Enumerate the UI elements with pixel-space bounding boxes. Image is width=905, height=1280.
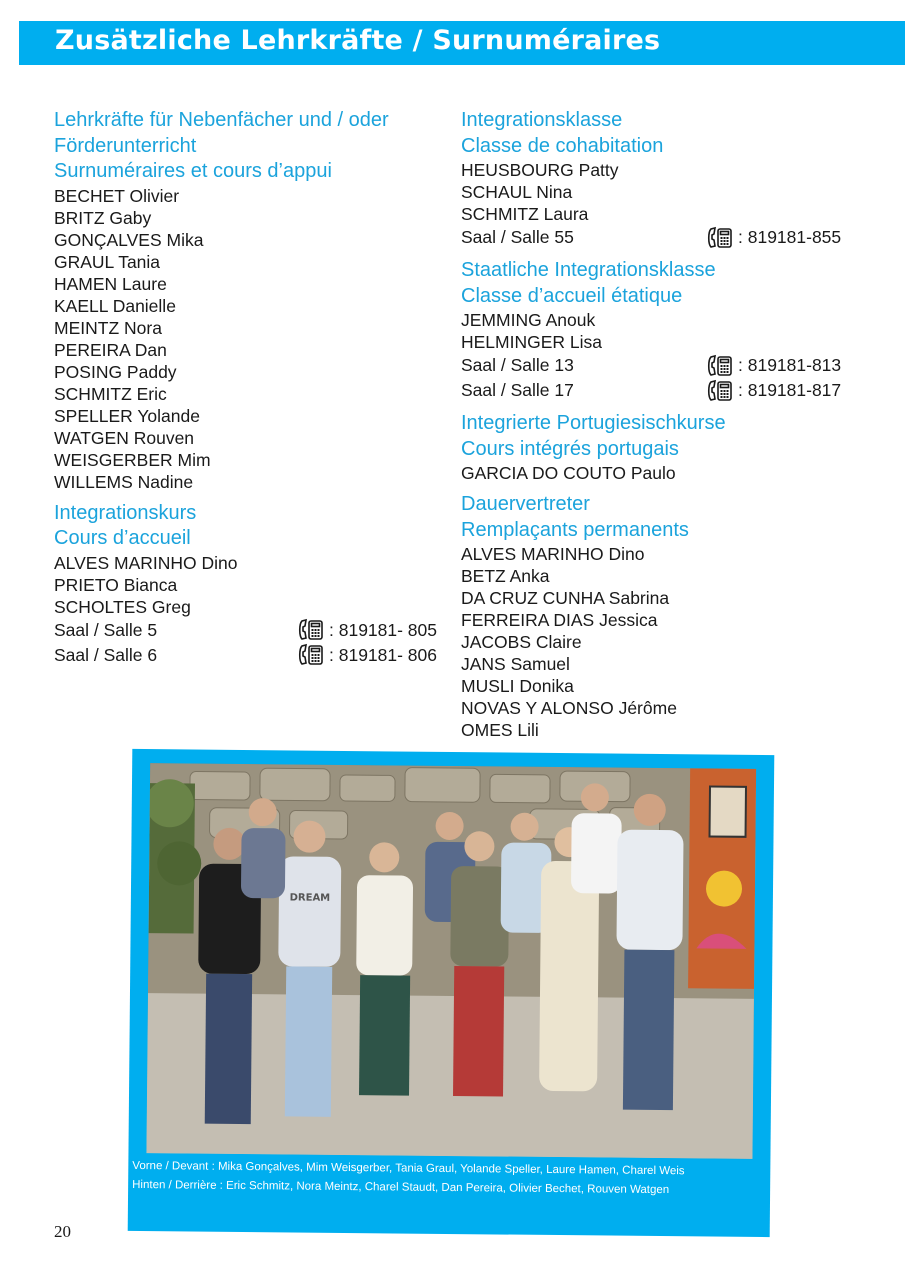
phone-entry	[298, 618, 437, 643]
section-heading: Classe de cohabitation	[461, 134, 664, 157]
phone-number: : 819181- 806	[329, 644, 438, 665]
phone-entry	[707, 225, 841, 250]
section-heading: Integrationsklasse	[461, 109, 623, 131]
staff-name: GRAUL Tania	[54, 251, 161, 272]
room-row	[461, 353, 851, 378]
phone-entry	[707, 353, 841, 378]
phone-entry	[707, 378, 841, 403]
section-portugiesisch	[461, 411, 851, 484]
staff-name: NOVAS Y ALONSO Jérôme	[461, 698, 677, 718]
staff-name: SCHAUL Nina	[461, 182, 573, 202]
section-dauervertreter	[461, 492, 851, 741]
staff-name: HELMINGER Lisa	[461, 332, 603, 352]
section-nebenfaecher	[54, 108, 444, 493]
room-label: Saal / Salle 6	[54, 644, 158, 665]
staff-name: HAMEN Laure	[54, 273, 167, 294]
phone-number: : 819181- 805	[329, 619, 438, 640]
caption-front: Vorne / Devant : Mika Gonçalves, Mim Weisgerber, Tania Graul, Yolande Speller, Laure Hamen, Charel Weis	[132, 1159, 685, 1178]
phone-icon	[298, 618, 328, 642]
staff-name: SCHOLTES Greg	[54, 596, 191, 617]
staff-name: FERREIRA DIAS Jessica	[461, 610, 658, 630]
section-heading: Cours d’accueil	[54, 527, 191, 549]
section-heading: Classe d’accueil étatique	[461, 284, 683, 307]
room-label: Saal / Salle 5	[54, 619, 158, 640]
staff-name: MEINTZ Nora	[54, 317, 162, 338]
page-title: Zusätzliche Lehrkräfte / Surnuméraires	[55, 25, 661, 56]
section-heading: Dauervertreter	[461, 493, 590, 515]
header-banner	[19, 21, 905, 65]
staff-name: JACOBS Claire	[461, 632, 582, 652]
staff-name: OMES Lili	[461, 720, 539, 740]
staff-name: POSING Paddy	[54, 361, 177, 382]
room-row	[461, 378, 851, 403]
phone-icon	[707, 354, 737, 378]
phone-icon	[298, 643, 328, 667]
staff-name: JANS Samuel	[461, 654, 570, 674]
staff-name: GARCIA DO COUTO Paulo	[461, 463, 676, 483]
room-label: Saal / Salle 17	[461, 380, 574, 400]
staff-name: WEISGERBER Mim	[54, 449, 211, 470]
staff-name: BECHET Olivier	[54, 185, 180, 206]
phone-number: : 819181-813	[738, 355, 842, 375]
section-heading: Förderunterricht	[54, 134, 197, 157]
right-column	[461, 108, 851, 749]
section-heading: Surnuméraires et cours d’appui	[54, 160, 332, 182]
staff-name: ALVES MARINHO Dino	[54, 552, 238, 573]
photo-caption	[132, 1159, 762, 1203]
section-staatliche	[461, 258, 851, 403]
shirt-text: DREAM	[289, 892, 331, 904]
staff-name: PRIETO Bianca	[54, 574, 178, 595]
section-heading: Lehrkräfte für Nebenfächer und / oder	[54, 109, 389, 131]
staff-name: JEMMING Anouk	[461, 310, 596, 330]
phone-number: : 819181-817	[738, 380, 842, 400]
section-integrationsklasse	[461, 108, 851, 250]
page-number: 20	[54, 1222, 71, 1241]
team-photo	[146, 763, 756, 1159]
caption-back: Hinten / Derrière : Eric Schmitz, Nora Meintz, Charel Staudt, Dan Pereira, Olivier Bechet, Rouven Watgen	[132, 1178, 670, 1197]
phone-icon	[707, 226, 737, 250]
room-row	[54, 618, 444, 643]
staff-name: DA CRUZ CUNHA Sabrina	[461, 588, 670, 608]
room-label: Saal / Salle 55	[461, 227, 574, 247]
staff-name: WILLEMS Nadine	[54, 471, 194, 492]
room-row	[461, 225, 851, 250]
staff-name: BETZ Anka	[461, 566, 550, 586]
staff-name: MUSLI Donika	[461, 676, 574, 696]
staff-name: HEUSBOURG Patty	[461, 160, 619, 180]
phone-number: : 819181-855	[738, 227, 842, 247]
section-heading: Staatliche Integrationsklasse	[461, 259, 716, 281]
team-photo-card	[128, 749, 775, 1237]
staff-name: GONÇALVES Mika	[54, 229, 204, 250]
room-label: Saal / Salle 13	[461, 355, 574, 375]
room-row	[54, 643, 444, 668]
staff-name: ALVES MARINHO Dino	[461, 544, 645, 564]
section-heading: Cours intégrés portugais	[461, 437, 679, 460]
left-column	[54, 108, 444, 676]
team-photo-illustration	[146, 763, 756, 1159]
section-heading: Integrationskurs	[54, 501, 197, 524]
section-heading: Remplaçants permanents	[461, 518, 689, 541]
phone-icon	[707, 379, 737, 403]
staff-name: PEREIRA Dan	[54, 339, 167, 360]
section-integrationskurs	[54, 501, 444, 668]
staff-name: BRITZ Gaby	[54, 207, 152, 228]
staff-name: WATGEN Rouven	[54, 427, 195, 448]
staff-name: SCHMITZ Eric	[54, 383, 167, 404]
staff-name: KAELL Danielle	[54, 295, 176, 316]
staff-name: SPELLER Yolande	[54, 405, 200, 426]
section-heading: Integrierte Portugiesischkurse	[461, 412, 726, 434]
phone-entry	[298, 643, 437, 668]
staff-name: SCHMITZ Laura	[461, 204, 589, 224]
